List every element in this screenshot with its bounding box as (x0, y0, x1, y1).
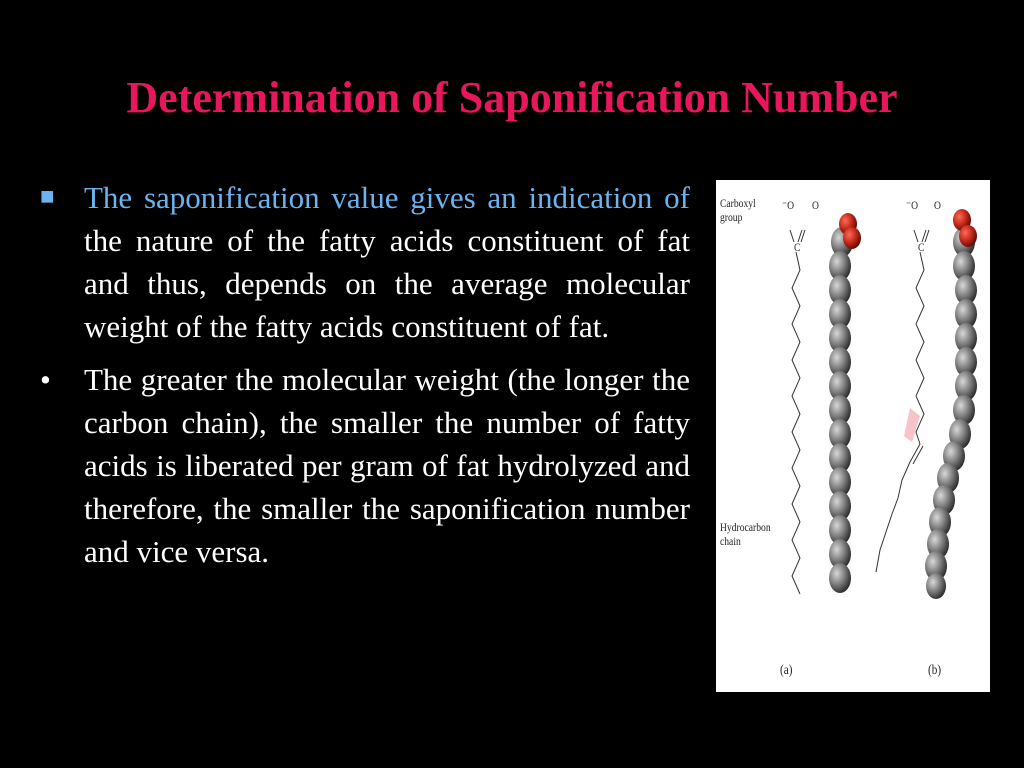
panel-b-label: (b) (928, 663, 942, 678)
oxygen-label-a: O (812, 198, 819, 212)
bullet-item-2 (40, 358, 690, 573)
slide-title: Determination of Saponification Number (126, 73, 898, 122)
square-bullet-icon: ■ (40, 184, 55, 210)
panel-a-label: (a) (780, 663, 793, 678)
round-bullet-icon: • (40, 362, 51, 397)
fatty-acid-structure-figure (716, 180, 990, 692)
skeletal-chain-a (790, 230, 805, 594)
oxygen-minus-label-b: ⁻O (906, 198, 918, 212)
carbon-label-a: C (794, 240, 801, 254)
slide-body (40, 176, 690, 583)
space-filling-chain-b (925, 209, 977, 599)
oxygen-minus-label-a: ⁻O (782, 198, 794, 212)
bullet-item-1 (40, 176, 690, 348)
hydrocarbon-chain-label: Hydrocarbon chain (720, 520, 771, 548)
bullet-2-text: The greater the molecular weight (the longer the carbon chain), the smaller the number of fatty acids is liberated per gram of fat hydrolyzed and therefore, the smaller the saponification number and vice versa. (84, 362, 690, 569)
carboxyl-group-label: Carboxyl group (720, 196, 756, 224)
skeletal-chain-b (876, 230, 929, 572)
space-filling-chain-a (829, 213, 861, 593)
fatty-acid-diagram (716, 180, 990, 692)
carbon-label-b: C (918, 240, 925, 254)
oxygen-label-b: O (934, 198, 941, 212)
bullet-1-text: the nature of the fatty acids constituent of fat and thus, depends on the average molecular weight of the fatty acids constituent of fat. (84, 223, 690, 344)
bullet-1-highlight: The saponification value gives an indication of (84, 180, 690, 215)
